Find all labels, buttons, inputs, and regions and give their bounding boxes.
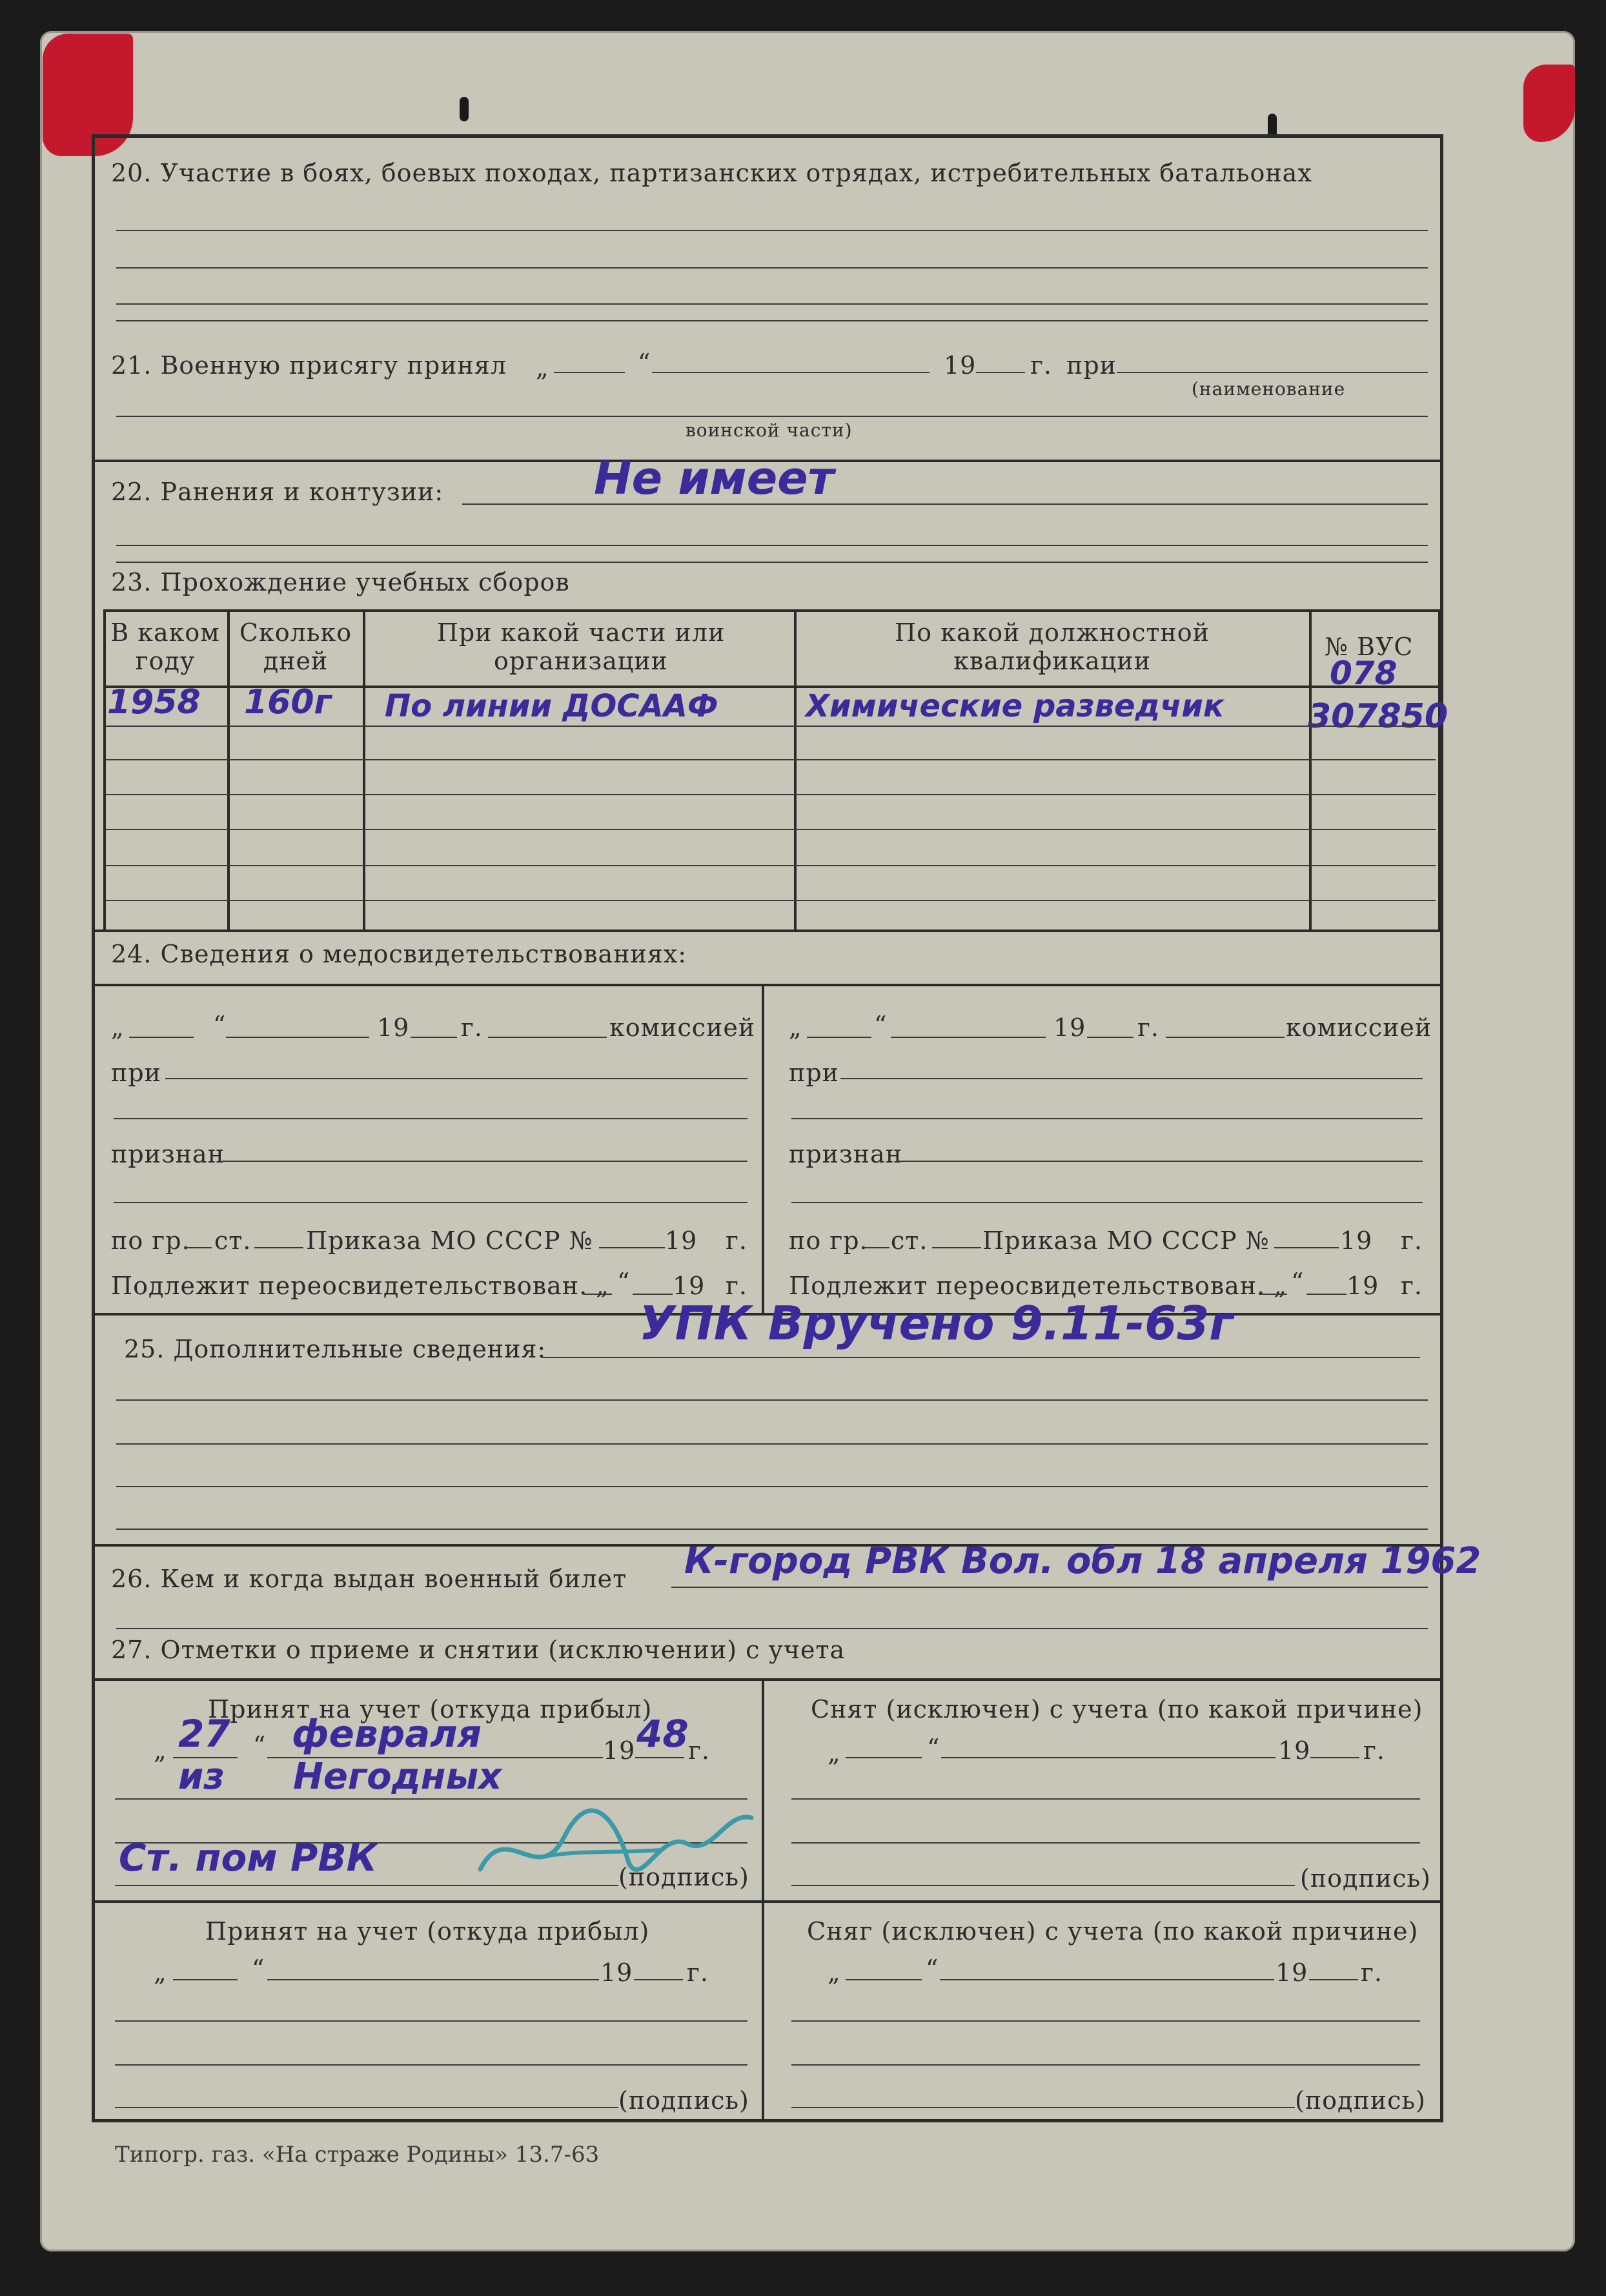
s22-value: Не имеет — [594, 452, 835, 505]
s27-hw-from-pre: из — [178, 1756, 225, 1798]
s26-label: 26. Кем и когда выдан военный билет — [111, 1565, 627, 1593]
s23-header-qual: По какой должностной квалификации — [895, 618, 1210, 675]
s23-row-vus-top: 078 — [1330, 655, 1398, 692]
s27-accepted-2: Принят на учет (откуда прибыл) — [205, 1917, 650, 1946]
s27-hw-sign: Ст. пом РВК — [119, 1836, 378, 1880]
s23-header-year: В каком году — [110, 618, 220, 675]
s20-label: 20. Участие в боях, боевых походах, партизанских отрядах, истребительных батальонах — [111, 159, 1312, 187]
s22-label: 22. Ранения и контузии: — [111, 478, 444, 506]
s23-row-days: 160г — [244, 683, 332, 722]
s25-value: УПК Вручено 9.11-63г — [639, 1296, 1234, 1350]
s27-hw-year: 48 — [636, 1712, 689, 1756]
s23-header-vus: № ВУС — [1325, 633, 1414, 661]
s27-removed-1: Снят (исключен) с учета (по какой причине) — [811, 1695, 1423, 1723]
s27-label: 27. Отметки о приеме и снятии (исключении) с учета — [111, 1636, 846, 1664]
punch-hole-left — [460, 97, 469, 121]
s23-row-qual: Химические разведчик — [806, 688, 1225, 724]
s23-header-days: Сколько дней — [239, 618, 352, 675]
printer-footer: Типогр. газ. «На страже Родины» 13.7-63 — [115, 2142, 600, 2168]
s27-removed-2: Сняг (исключен) с учета (по какой причине) — [807, 1917, 1419, 1946]
s27-hw-from: Негодных — [293, 1756, 502, 1798]
s23-row-vus-bottom: 307850 — [1308, 697, 1448, 736]
s26-value: К-город РВК Вол. обл 18 апреля 1962 — [684, 1540, 1481, 1582]
s24-label: 24. Сведения о медосвидетельствованиях: — [111, 940, 687, 968]
s23-header-org: При какой части или организации — [436, 618, 726, 675]
s23-label: 23. Прохождение учебных сборов — [111, 568, 570, 596]
s23-row-year: 1958 — [107, 683, 201, 722]
s27-hw-month: февраля — [292, 1712, 482, 1756]
s27-accepted-1: Принят на учет (откуда прибыл) — [208, 1695, 653, 1723]
s27-hw-day: 27 — [178, 1712, 230, 1756]
s25-label: 25. Дополнительные сведения: — [124, 1335, 547, 1363]
s23-row-org: По линии ДОСААФ — [385, 688, 718, 724]
s21-label: 21. Военную присягу принял — [111, 351, 507, 380]
